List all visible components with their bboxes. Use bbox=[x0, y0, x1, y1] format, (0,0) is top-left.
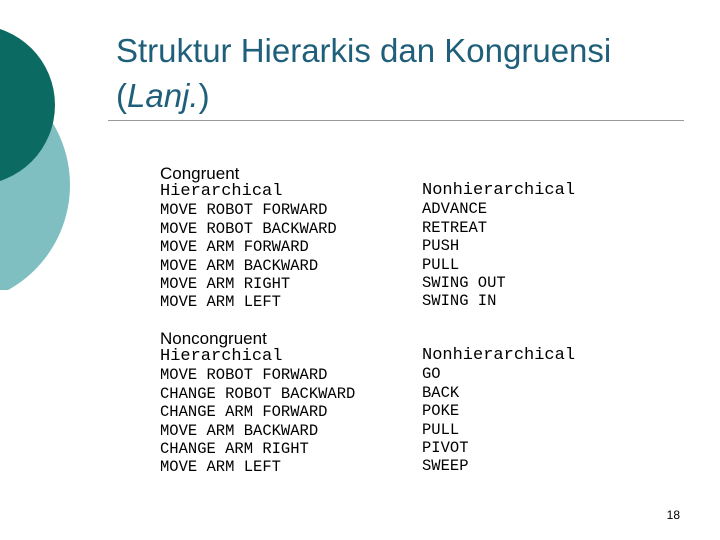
congruent-nonhier-list bbox=[422, 200, 575, 310]
noncongruent-hier-header: Hierarchical bbox=[160, 347, 283, 366]
congruent-label: Congruent bbox=[160, 164, 240, 183]
list-item: MOVE ARM BACKWARD bbox=[160, 256, 319, 275]
title-paren-open: ( bbox=[116, 77, 127, 114]
list-item: RETREAT bbox=[422, 218, 488, 237]
noncongruent-nonhier-header: Nonhierarchical bbox=[422, 346, 576, 365]
list-item: ADVANCE bbox=[422, 200, 488, 219]
list-item: MOVE ARM LEFT bbox=[160, 458, 281, 477]
list-item: BACK bbox=[422, 383, 460, 402]
slide-title bbox=[116, 28, 696, 118]
list-item: PUSH bbox=[422, 237, 460, 256]
noncongruent-nonhier-list bbox=[422, 365, 575, 475]
title-paren-close: ) bbox=[198, 77, 210, 114]
noncongruent-left-block bbox=[160, 330, 355, 477]
congruent-hier-list bbox=[160, 201, 337, 311]
list-item: POKE bbox=[422, 402, 460, 421]
congruent-nonhier-header: Nonhierarchical bbox=[422, 181, 576, 200]
title-line-1: Struktur Hierarkis dan Kongruensi bbox=[116, 32, 612, 69]
noncongruent-hier-list bbox=[160, 366, 355, 476]
page-number: 18 bbox=[666, 508, 680, 522]
decorative-circles bbox=[0, 0, 80, 290]
list-item: CHANGE ROBOT BACKWARD bbox=[160, 384, 356, 403]
list-item: MOVE ROBOT FORWARD bbox=[160, 366, 328, 385]
list-item: PULL bbox=[422, 255, 460, 274]
list-item: PULL bbox=[422, 420, 460, 439]
list-item: MOVE ROBOT BACKWARD bbox=[160, 219, 337, 238]
list-item: MOVE ARM LEFT bbox=[160, 293, 281, 312]
noncongruent-label: Noncongruent bbox=[160, 329, 267, 348]
list-item: PIVOT bbox=[422, 439, 469, 458]
list-item: SWING OUT bbox=[422, 274, 506, 293]
title-divider bbox=[108, 120, 684, 121]
congruent-right-block bbox=[422, 182, 575, 311]
list-item: CHANGE ARM RIGHT bbox=[160, 440, 309, 459]
congruent-left-block bbox=[160, 165, 337, 312]
congruent-hier-header: Hierarchical bbox=[160, 182, 283, 201]
list-item: MOVE ARM RIGHT bbox=[160, 275, 291, 294]
list-item: MOVE ARM BACKWARD bbox=[160, 421, 319, 440]
list-item: MOVE ARM FORWARD bbox=[160, 238, 309, 257]
title-line-2 bbox=[116, 73, 696, 118]
list-item: SWING IN bbox=[422, 292, 497, 311]
list-item: SWEEP bbox=[422, 457, 469, 476]
noncongruent-right-block bbox=[422, 347, 575, 476]
title-italic: Lanj. bbox=[127, 77, 199, 114]
list-item: CHANGE ARM FORWARD bbox=[160, 403, 328, 422]
list-item: MOVE ROBOT FORWARD bbox=[160, 201, 328, 220]
list-item: GO bbox=[422, 365, 441, 384]
